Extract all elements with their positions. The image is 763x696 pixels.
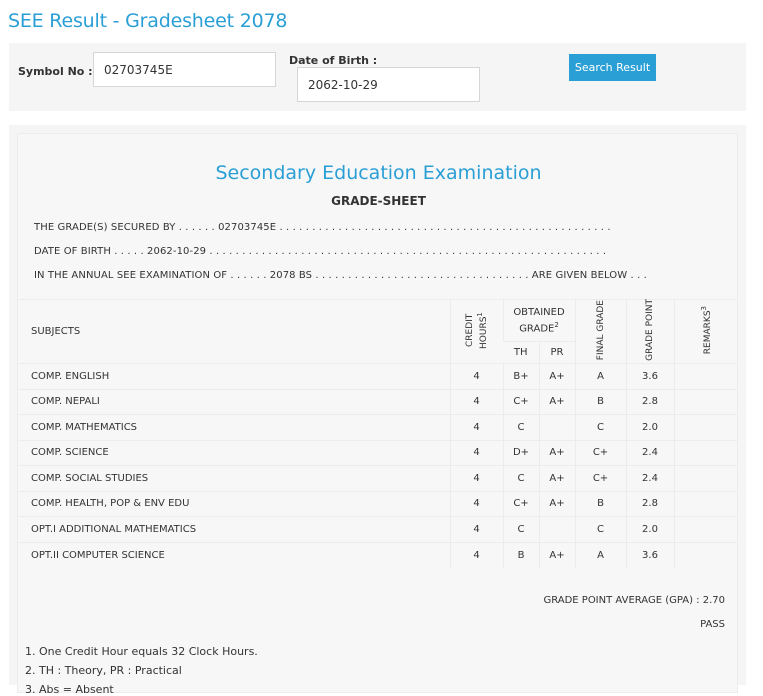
grade-point-cell: 2.8 <box>626 389 674 415</box>
credit-cell: 4 <box>450 415 503 441</box>
th-header: TH <box>503 342 539 364</box>
credit-cell: 4 <box>450 517 503 543</box>
credit-cell: 4 <box>450 389 503 415</box>
search-result-button[interactable]: Search Result <box>569 54 656 81</box>
table-row <box>19 542 738 568</box>
credit-cell: 4 <box>450 491 503 517</box>
exam-year-line: IN THE ANNUAL SEE EXAMINATION OF . . . . . . 2078 BS . . . . . . . . . . . . . . . . . . . . . . . . . . . . . . . . . ARE GIVEN BELOW . . . <box>34 270 647 281</box>
final-grade-header: FINAL GRADE <box>575 300 626 364</box>
search-panel <box>9 43 746 111</box>
pr-grade-cell: A+ <box>539 491 575 517</box>
th-grade-cell: C <box>503 415 539 441</box>
dob-line: DATE OF BIRTH . . . . . 2062-10-29 . . . . . . . . . . . . . . . . . . . . . . . . . . . . . . . . . . . . . . . . . . . . . . . . . . . . . . . . . . . . . <box>34 246 607 257</box>
th-grade-cell: C <box>503 466 539 492</box>
page-title: SEE Result - Gradesheet 2078 <box>8 10 288 32</box>
table-row <box>19 517 738 543</box>
obtained-grade-header: OBTAINED GRADE$^2$ <box>503 300 575 342</box>
grade-point-cell: 3.6 <box>626 542 674 568</box>
symbol-input[interactable] <box>93 52 276 87</box>
subject-cell: OPT.I ADDITIONAL MATHEMATICS <box>19 517 450 543</box>
pr-grade-cell: A+ <box>539 440 575 466</box>
credit-cell: 4 <box>450 466 503 492</box>
grades-table <box>19 299 738 568</box>
final-grade-cell: A <box>575 364 626 390</box>
table-row <box>19 389 738 415</box>
subject-cell: COMP. NEPALI <box>19 389 450 415</box>
th-grade-cell: D+ <box>503 440 539 466</box>
subject-cell: COMP. ENGLISH <box>19 364 450 390</box>
dob-label: Date of Birth : <box>289 54 378 67</box>
footnote-3: 3. Abs = Absent <box>25 683 114 696</box>
final-grade-cell: B <box>575 389 626 415</box>
remarks-cell <box>674 389 738 415</box>
pr-grade-cell: A+ <box>539 364 575 390</box>
credit-cell: 4 <box>450 364 503 390</box>
subject-cell: OPT.II COMPUTER SCIENCE <box>19 542 450 568</box>
th-grade-cell: C+ <box>503 491 539 517</box>
remarks-cell <box>674 517 738 543</box>
dob-input[interactable] <box>297 67 480 102</box>
credit-cell: 4 <box>450 542 503 568</box>
remarks-cell <box>674 466 738 492</box>
subject-cell: COMP. MATHEMATICS <box>19 415 450 441</box>
table-row <box>19 440 738 466</box>
subject-cell: COMP. HEALTH, POP & ENV EDU <box>19 491 450 517</box>
pr-grade-cell: A+ <box>539 466 575 492</box>
grade-point-cell: 2.0 <box>626 517 674 543</box>
final-grade-cell: C+ <box>575 440 626 466</box>
table-row <box>19 491 738 517</box>
gradesheet-heading: GRADE-SHEET <box>331 194 426 208</box>
credit-hours-header: CREDIT HOURS$^1$ <box>450 300 503 364</box>
final-grade-cell: B <box>575 491 626 517</box>
final-grade-cell: C <box>575 517 626 543</box>
remarks-cell <box>674 491 738 517</box>
pr-grade-cell <box>539 517 575 543</box>
pr-grade-cell: A+ <box>539 542 575 568</box>
th-grade-cell: B+ <box>503 364 539 390</box>
subject-cell: COMP. SCIENCE <box>19 440 450 466</box>
th-grade-cell: C+ <box>503 389 539 415</box>
remarks-cell <box>674 440 738 466</box>
table-row <box>19 415 738 441</box>
remarks-cell <box>674 364 738 390</box>
grade-point-cell: 2.4 <box>626 466 674 492</box>
exam-title: Secondary Education Examination <box>215 162 542 184</box>
secured-by-line: THE GRADE(S) SECURED BY . . . . . . 02703745E . . . . . . . . . . . . . . . . . . . . . . . . . . . . . . . . . . . . . . . . . . . . . . . . . . . <box>34 222 611 233</box>
remarks-cell <box>674 542 738 568</box>
pr-header: PR <box>539 342 575 364</box>
footnote-1: 1. One Credit Hour equals 32 Clock Hours. <box>25 645 258 658</box>
symbol-label: Symbol No : <box>18 65 93 78</box>
table-row <box>19 364 738 390</box>
table-row <box>19 466 738 492</box>
remarks-header: REMARKS$^3$ <box>674 300 738 364</box>
pr-grade-cell <box>539 415 575 441</box>
final-grade-cell: C+ <box>575 466 626 492</box>
credit-cell: 4 <box>450 440 503 466</box>
grade-point-cell: 2.0 <box>626 415 674 441</box>
final-grade-cell: C <box>575 415 626 441</box>
grade-point-cell: 2.8 <box>626 491 674 517</box>
final-grade-cell: A <box>575 542 626 568</box>
gradesheet-panel <box>9 125 746 696</box>
result-status: PASS <box>700 619 725 630</box>
subject-cell: COMP. SOCIAL STUDIES <box>19 466 450 492</box>
grade-point-cell: 3.6 <box>626 364 674 390</box>
grade-point-cell: 2.4 <box>626 440 674 466</box>
gradesheet <box>17 133 738 696</box>
gpa-summary: GRADE POINT AVERAGE (GPA) : 2.70 <box>543 595 725 606</box>
remarks-cell <box>674 415 738 441</box>
th-grade-cell: C <box>503 517 539 543</box>
pr-grade-cell: A+ <box>539 389 575 415</box>
footnote-2: 2. TH : Theory, PR : Practical <box>25 664 182 677</box>
th-grade-cell: B <box>503 542 539 568</box>
grade-point-header: GRADE POINT <box>626 300 674 364</box>
subjects-header: SUBJECTS <box>19 300 450 364</box>
